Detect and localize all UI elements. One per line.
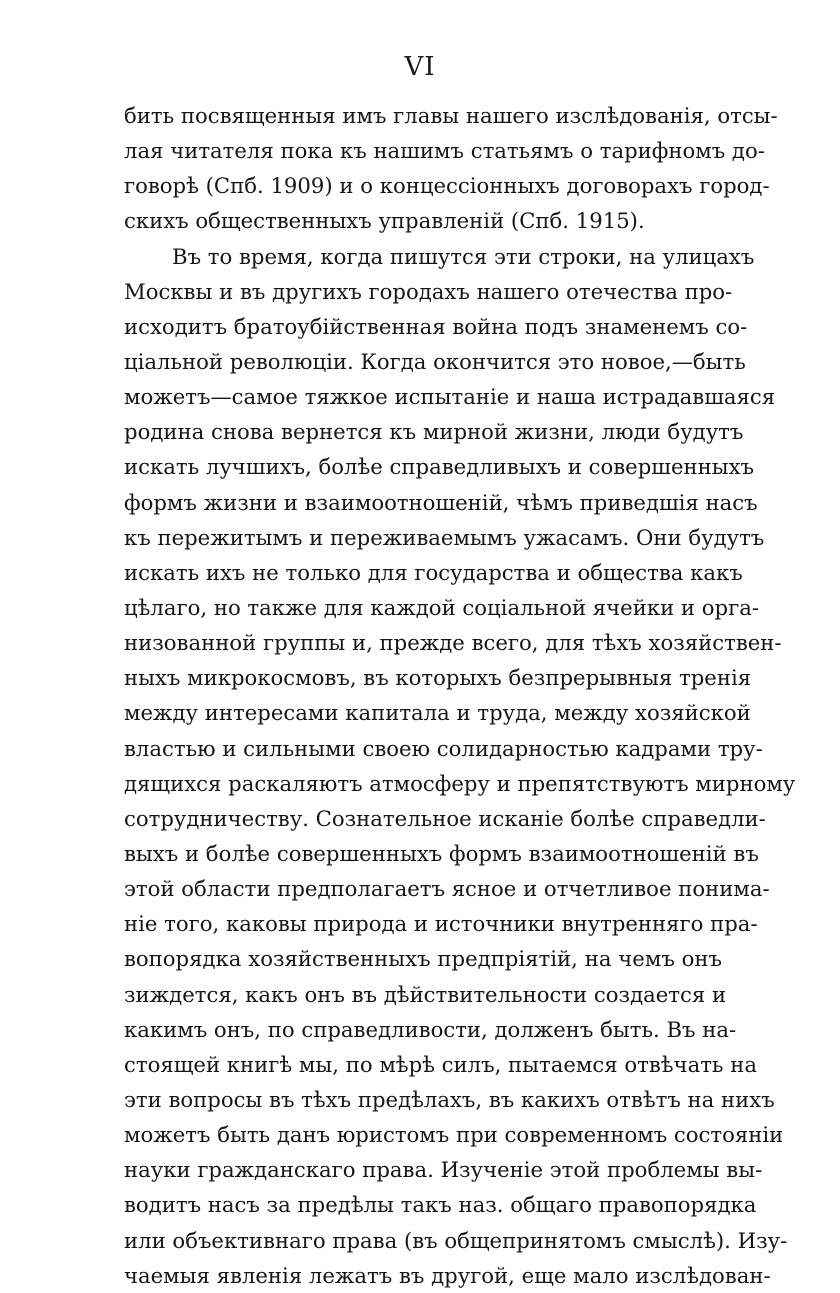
- text-line: водитъ насъ за предѣлы такъ наз. общаго правопорядка: [124, 1192, 757, 1218]
- text-line: искать ихъ не только для государства и общества какъ: [124, 559, 743, 585]
- text-line: ныхъ микрокосмовъ, въ которыхъ безпрерывныя тренія: [124, 665, 752, 691]
- text-line: или объективнаго права (въ общепринятомъ смыслѣ). Изу-: [124, 1227, 788, 1253]
- text-line: можетъ быть данъ юристомъ при современномъ состояніи: [124, 1122, 784, 1148]
- text-line: стоящей книгѣ мы, по мѣрѣ силъ, пытаемся отвѣчать на: [124, 1051, 757, 1077]
- text-line: родина снова вернется къ мирной жизни, люди будутъ: [124, 419, 744, 445]
- text-line: дящихся раскаляютъ атмосферу и препятствуютъ мирному: [124, 770, 796, 796]
- text-line: между интересами капитала и труда, между хозяйской: [124, 700, 751, 726]
- body-text: [124, 98, 796, 1293]
- text-line: зиждется, какъ онъ въ дѣйствительности создается и: [124, 981, 727, 1007]
- text-line: цѣлаго, но также для каждой соціальной ячейки и орга-: [124, 594, 760, 620]
- text-line: эти вопросы въ тѣхъ предѣлахъ, въ какихъ отвѣтъ на нихъ: [124, 1086, 775, 1112]
- text-line: этой области предполагаетъ ясное и отчетливое понима-: [124, 876, 770, 902]
- text-line: властью и сильными своею солидарностью кадрами тру-: [124, 735, 763, 761]
- text-line: какимъ онъ, по справедливости, долженъ быть. Въ на-: [124, 1016, 737, 1042]
- text-line: выхъ и болѣе совершенныхъ формъ взаимоотношеній въ: [124, 840, 759, 866]
- text-line: чаемыя явленія лежатъ въ другой, еще мало изслѣдован-: [124, 1262, 771, 1288]
- text-line: искать лучшихъ, болѣе справедливыхъ и совершенныхъ: [124, 454, 755, 480]
- text-line: вопорядка хозяйственныхъ предпріятій, на чемъ онъ: [124, 946, 722, 972]
- text-line: сотрудничеству. Сознательное исканіе болѣе справедли-: [124, 805, 766, 831]
- text-line: ніе того, каковы природа и источники внутренняго пра-: [124, 911, 758, 937]
- text-line: низованной группы и, прежде всего, для тѣхъ хозяйствен-: [124, 630, 782, 656]
- text-line: скихъ общественныхъ управленій (Спб. 1915).: [124, 208, 645, 234]
- text-line: исходитъ братоубійственная война подъ знаменемъ со-: [124, 313, 748, 339]
- page-number: VI: [404, 52, 436, 82]
- text-line: лая читателя пока къ нашимъ статьямъ о тарифномъ до-: [124, 138, 765, 164]
- text-line: бить посвященныя имъ главы нашего изслѣдованія, отсы-: [124, 103, 778, 128]
- text-line: къ пережитымъ и переживаемымъ ужасамъ. Они будутъ: [124, 524, 765, 550]
- text-line: Въ то время, когда пишутся эти строки, на улицахъ: [172, 243, 755, 269]
- text-line: Москвы и въ другихъ городахъ нашего отечества про-: [124, 278, 733, 304]
- text-line: говорѣ (Спб. 1909) и о концессіонныхъ договорахъ город-: [124, 173, 770, 199]
- text-line: формъ жизни и взаимоотношеній, чѣмъ приведшія насъ: [124, 489, 758, 515]
- text-line: можетъ—самое тяжкое испытаніе и наша истрадавшаяся: [124, 384, 776, 410]
- text-line: ціальной революціи. Когда окончится это новое,—быть: [124, 348, 746, 374]
- text-line: науки гражданскаго права. Изученіе этой проблемы вы-: [124, 1157, 763, 1183]
